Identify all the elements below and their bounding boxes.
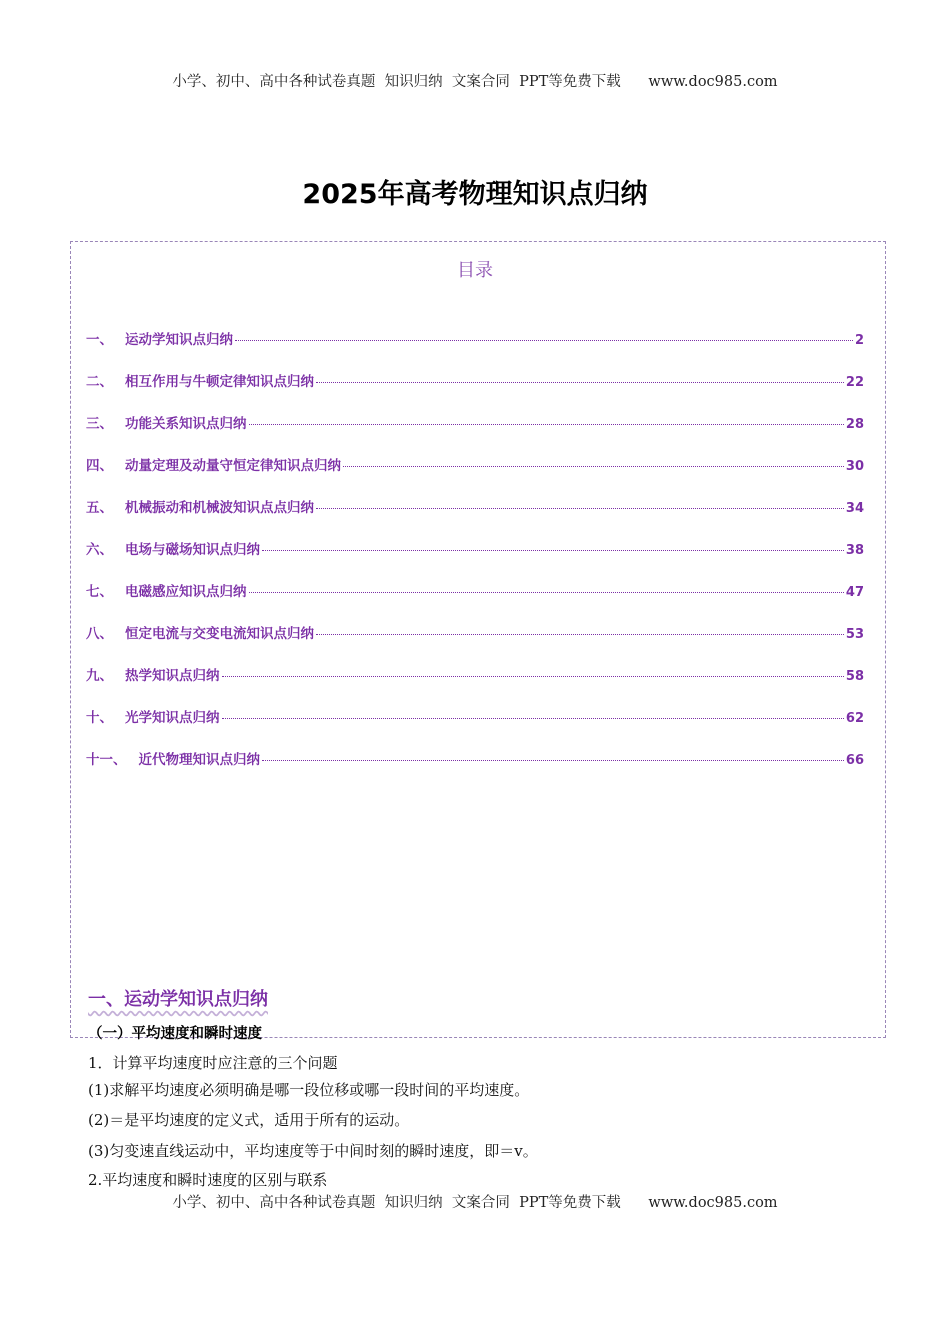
toc-entry[interactable] — [86, 538, 864, 580]
toc-entry-number: 五、 — [86, 500, 113, 516]
toc-entry-number: 三、 — [86, 416, 113, 432]
toc-entry-label[interactable]: 动量定理及动量守恒定律知识点归纳 — [125, 458, 341, 474]
section-heading: 一、运动学知识点归纳 — [88, 989, 268, 1010]
toc-leader-dots — [222, 676, 844, 677]
toc-leader-dots — [316, 508, 844, 509]
toc-entry[interactable] — [86, 412, 864, 454]
toc-entry-number: 一、 — [86, 332, 113, 348]
toc-entry-label[interactable]: 电场与磁场知识点归纳 — [125, 542, 260, 558]
toc-leader-dots — [262, 760, 844, 761]
toc-entry[interactable] — [86, 496, 864, 538]
toc-entry-number: 七、 — [86, 584, 113, 600]
toc-leader-dots — [343, 466, 844, 467]
toc-entry-page[interactable]: 62 — [845, 711, 864, 726]
toc-entry-label[interactable]: 近代物理知识点归纳 — [138, 752, 260, 768]
toc-leader-dots — [249, 424, 844, 425]
document-title: 2025年高考物理知识点归纳 — [302, 179, 648, 210]
body-text-line: (1)求解平均速度必须明确是哪一段位移或哪一段时间的平均速度。 — [88, 1081, 530, 1099]
toc-entry-page[interactable]: 58 — [845, 669, 864, 684]
body-text-line: 2.平均速度和瞬时速度的区别与联系 — [88, 1171, 328, 1189]
toc-leader-dots — [249, 592, 844, 593]
toc-entry-page[interactable]: 2 — [854, 333, 864, 348]
toc-entry[interactable] — [86, 664, 864, 706]
toc-entry[interactable] — [86, 580, 864, 622]
toc-entry-number: 十、 — [86, 710, 113, 726]
page-header: 小学、初中、高中各种试卷真题 知识归纳 文案合同 PPT等免费下载 www.doc985.com — [172, 74, 778, 90]
toc-entry-label[interactable]: 相互作用与牛顿定律知识点归纳 — [125, 374, 314, 390]
toc-entry[interactable] — [86, 370, 864, 412]
toc-leader-dots — [316, 382, 844, 383]
toc-entry-number: 八、 — [86, 626, 113, 642]
toc-entry-label[interactable]: 光学知识点归纳 — [125, 710, 220, 726]
toc-entry-page[interactable]: 22 — [845, 375, 864, 390]
body-text-line: (2)＝是平均速度的定义式，适用于所有的运动。 — [88, 1111, 410, 1129]
body-text-line: (3)匀变速直线运动中，平均速度等于中间时刻的瞬时速度，即＝v。 — [88, 1142, 538, 1160]
body-text-line: 1．计算平均速度时应注意的三个问题 — [88, 1054, 338, 1072]
toc-entry[interactable] — [86, 706, 864, 748]
toc-entry-page[interactable]: 53 — [845, 627, 864, 642]
toc-entry-label[interactable]: 热学知识点归纳 — [125, 668, 220, 684]
toc-entry-number: 六、 — [86, 542, 113, 558]
toc-entry-page[interactable]: 47 — [845, 585, 864, 600]
toc-entry-label[interactable]: 运动学知识点归纳 — [125, 332, 233, 348]
toc-leader-dots — [262, 550, 844, 551]
page-footer: 小学、初中、高中各种试卷真题 知识归纳 文案合同 PPT等免费下载 www.doc985.com — [172, 1195, 778, 1211]
toc-entry-page[interactable]: 34 — [845, 501, 864, 516]
toc-list — [86, 328, 864, 790]
toc-entry[interactable] — [86, 748, 864, 790]
section-subheading: （一）平均速度和瞬时速度 — [88, 1026, 262, 1042]
toc-heading: 目录 — [457, 260, 493, 281]
toc-entry-number: 四、 — [86, 458, 113, 474]
toc-entry-label[interactable]: 机械振动和机械波知识点点归纳 — [125, 500, 314, 516]
toc-entry-page[interactable]: 38 — [845, 543, 864, 558]
toc-entry-page[interactable]: 30 — [845, 459, 864, 474]
toc-entry-label[interactable]: 电磁感应知识点归纳 — [125, 584, 247, 600]
toc-entry-number: 二、 — [86, 374, 113, 390]
toc-leader-dots — [235, 340, 853, 341]
toc-entry-page[interactable]: 66 — [845, 753, 864, 768]
toc-entry-label[interactable]: 功能关系知识点归纳 — [125, 416, 247, 432]
toc-entry-number: 十一、 — [86, 752, 127, 768]
toc-leader-dots — [316, 634, 844, 635]
toc-entry-number: 九、 — [86, 668, 113, 684]
toc-entry-label[interactable]: 恒定电流与交变电流知识点归纳 — [125, 626, 314, 642]
toc-entry-page[interactable]: 28 — [845, 417, 864, 432]
toc-leader-dots — [222, 718, 844, 719]
toc-entry[interactable] — [86, 328, 864, 370]
toc-entry[interactable] — [86, 622, 864, 664]
toc-entry[interactable] — [86, 454, 864, 496]
